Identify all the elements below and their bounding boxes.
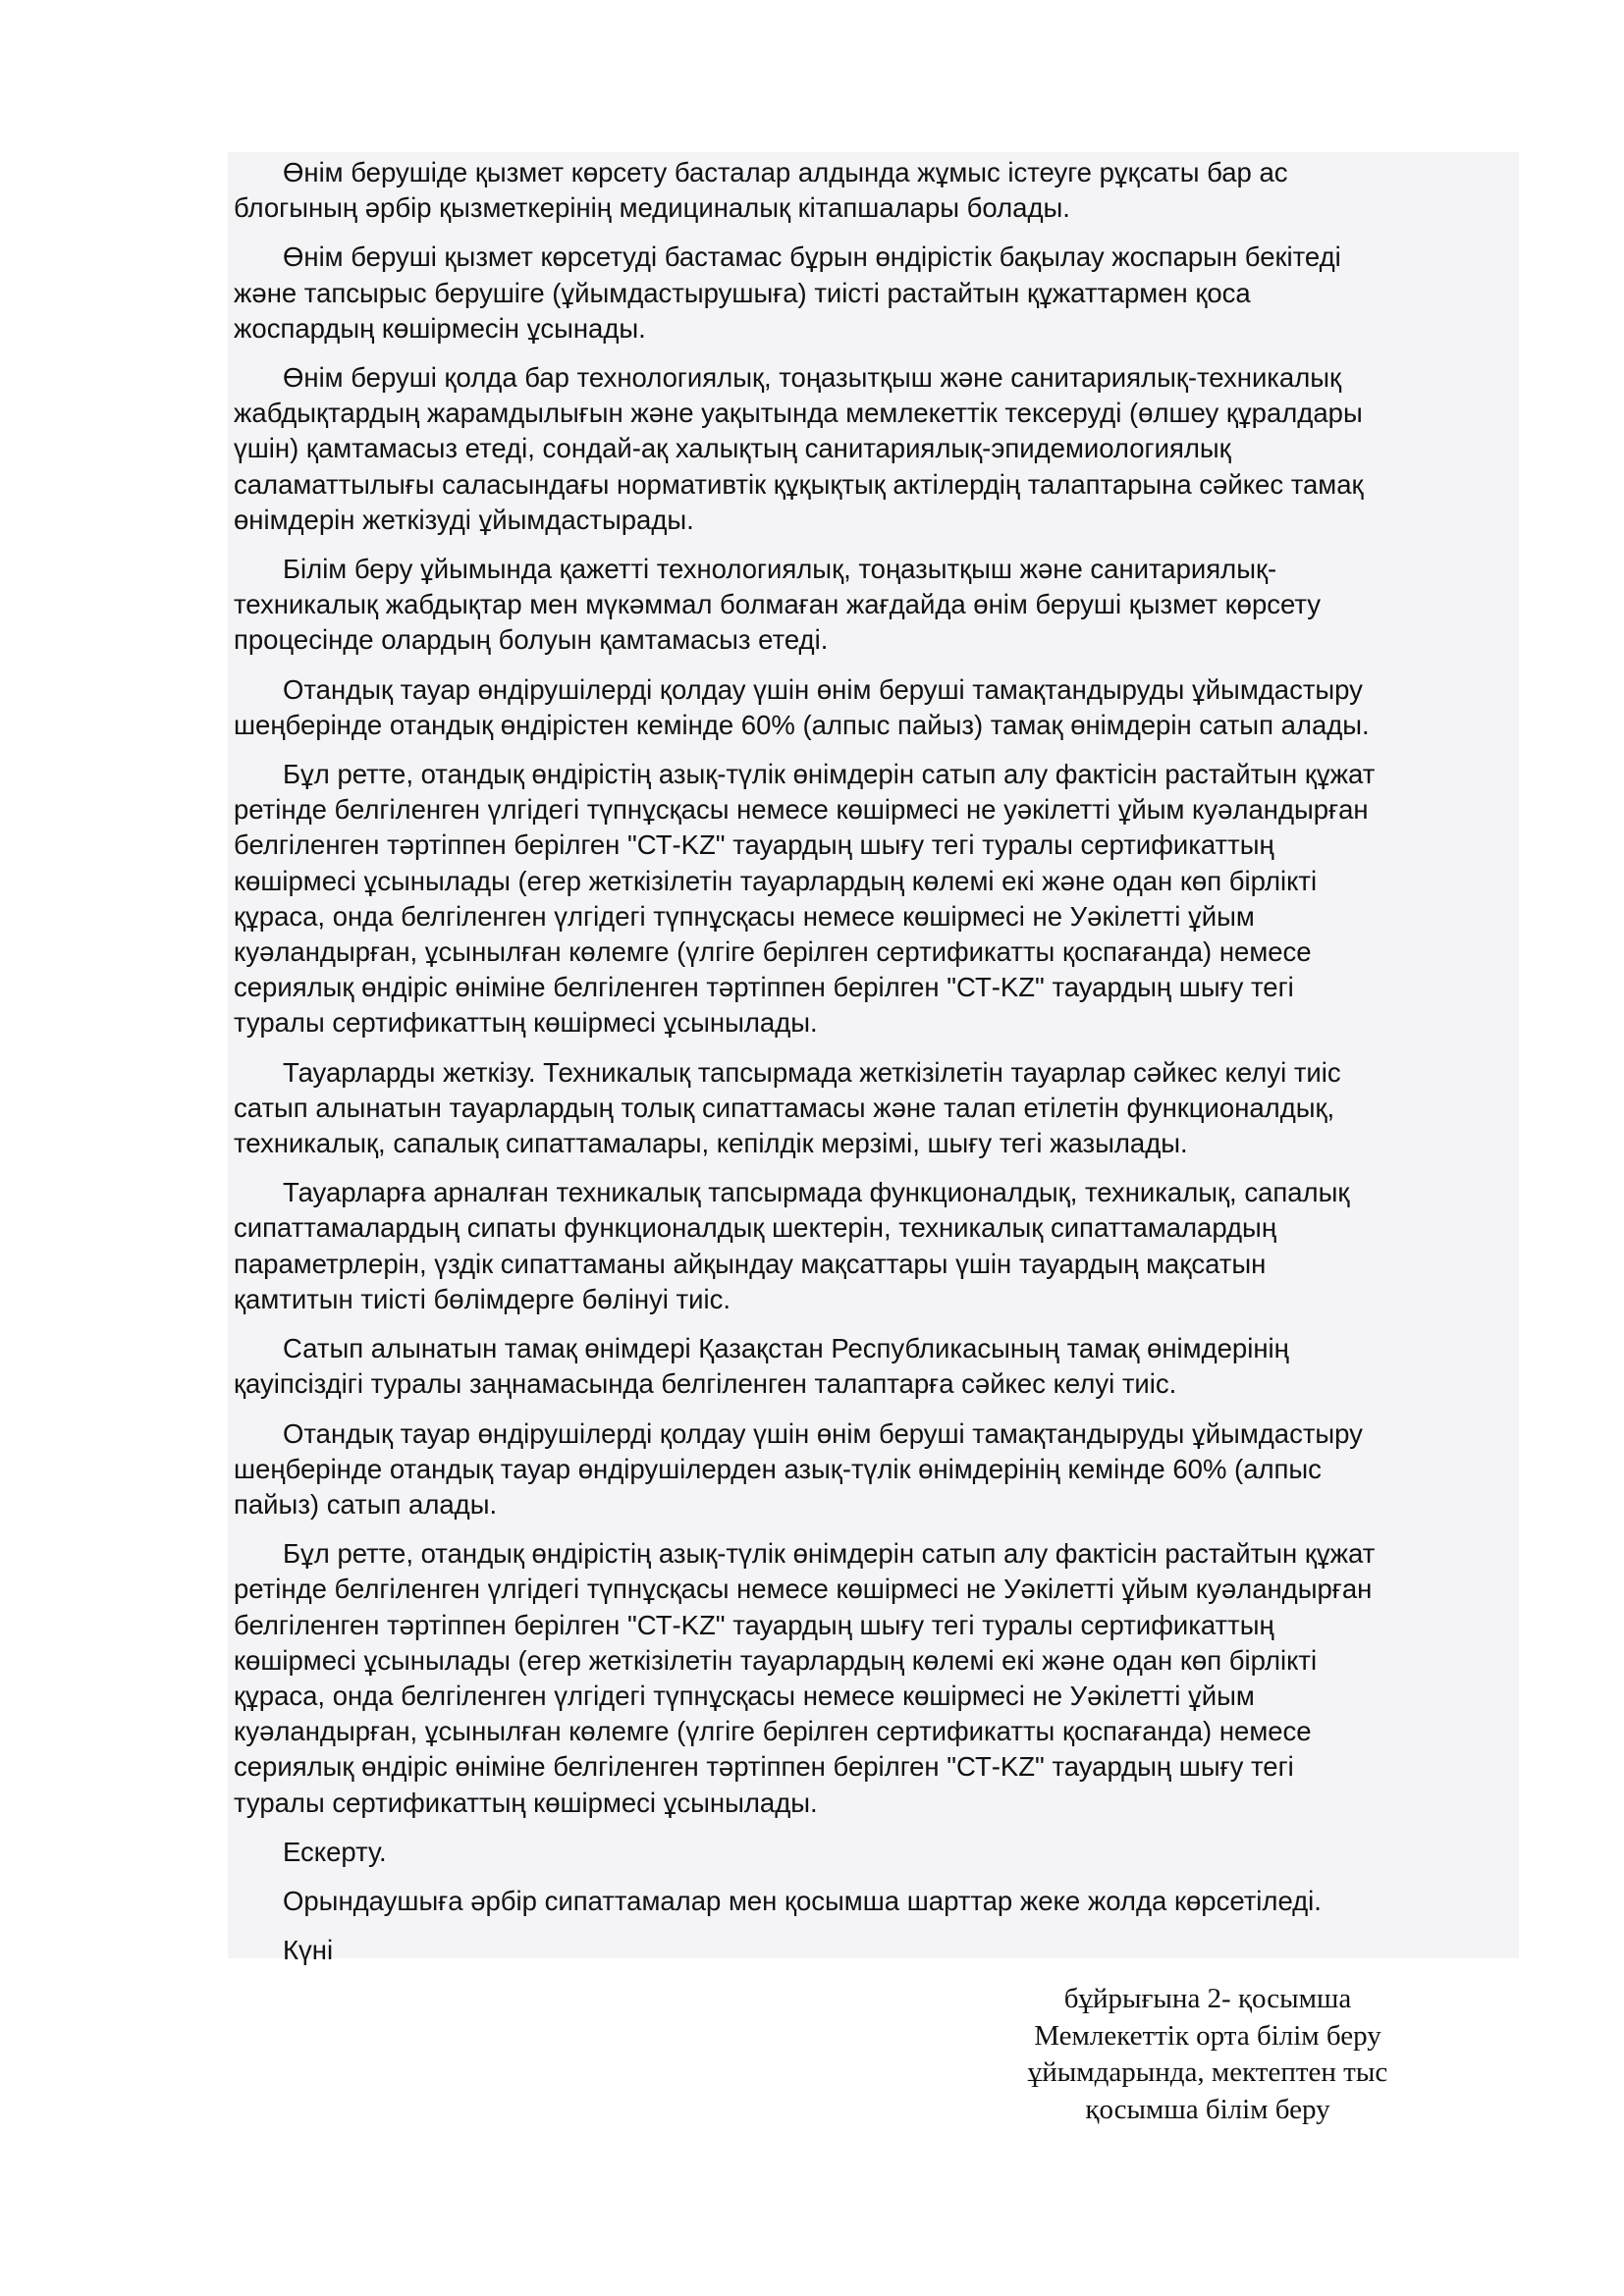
paragraph-goods-delivery: Тауарларды жеткізу. Техникалық тапсырмада жеткізілетін тауарлар сәйкес келуі тиіс сатып алынатын тауарлардың толық сипаттамасы және талап етілетін функционалдық, техникалық, сапалық сипаттамалары, кепілдік мерзімі, шығу тегі жазылады. (234, 1056, 1341, 1159)
technical-specification-text (228, 152, 1519, 1966)
appendix-note-line-1: бұйрығына 2- қосымша (1063, 1983, 1352, 2014)
paragraph-ct-kz-certificate: Бұл ретте, отандық өндірістің азық-түлік өнімдерін сатып алу фактісін растайтын құжат ретінде белгіленген үлгідегі түпнұсқасы немесе көшірмесі не уәкілетті ұйым куәландырған белгіленген тәртіппен берілген "СТ-KZ" тауардың шығу тегі туралы сертификаттың көшірмесі ұсынылады (егер жеткізілетін тауарлардың көлемі екі және одан көп бірлікті құраса, онда белгіленген үлгідегі түпнұсқасы немесе көшірмесі не Уәкілетті ұйым куәландырған, ұсынылған көлемге (үлгіге берілген сертификатты қоспағанда) немесе сериялық өндіріс өніміне белгіленген тәртіппен берілген "СТ-KZ" тауардың шығу тегі туралы сертификаттың көшірмесі ұсынылады. (234, 759, 1376, 1039)
paragraph-food-safety: Сатып алынатын тамақ өнімдері Қазақстан Республикасының тамақ өнімдерінің қауіпсіздігі туралы заңнамасында белгіленген талаптарға сәйкес келуі тиіс. (234, 1333, 1289, 1400)
appendix-note-line-2: Мемлекеттік орта білім беру (1034, 2019, 1381, 2052)
appendix-note-line-4: қосымша білім беру (1085, 2093, 1330, 2125)
paragraph-equipment-provision: Білім беру ұйымында қажетті технологиялық, тоңазытқыш және санитариялық- техникалық жабдықтар мен мүкәммал болмаған жағдайда өнім беруші қызмет көрсету процесінде олардың болуын қамтамасыз етеді. (234, 554, 1322, 656)
paragraph-equipment-serviceability: Өнім беруші қолда бар технологиялық, тоңазытқыш және санитариялық-техникалық жабдықтардың жарамдылығын және уақытында мемлекеттік тексеруді (өлшеу құралдары үшін) қамтамасыз етеді, сондай-ақ халықтың санитариялық-эпидемиологиялық саламаттылығы саласындағы нормативтік құқықтық актілердің талаптарына сәйкес тамақ өнімдерін жеткізуді ұйымдастырады. (234, 362, 1364, 535)
paragraph-domestic-producers-60: Отандық тауар өндірушілерді қолдау үшін өнім беруші тамақтандыруды ұйымдастыру шеңберінде отандық тауар өндірушілерден азық-түлік өнімдерінің кемінде 60% (алпыс пайыз) сатып алады. (234, 1417, 1363, 1520)
paragraph-executor-note: Орындаушыға әрбір сипаттамалар мен қосымша шарттар жеке жолда көрсетіледі. (283, 1885, 1322, 1916)
paragraph-note-heading: Ескерту. (283, 1836, 387, 1867)
paragraph-medical-books: Өнім берушіде қызмет көрсету басталар алдында жұмыс істеуге рұқсаты бар ас блогының әрбір қызметкерінің медициналық кітапшалары болады. (234, 157, 1288, 224)
paragraph-production-control-plan: Өнім беруші қызмет көрсетуді бастамас бұрын өндірістік бақылау жоспарын бекітеді және тапсырыс берушіге (ұйымдастырушыға) тиісті растайтын құжаттармен қоса жоспардың көшірмесін ұсынады. (234, 241, 1341, 344)
appendix-note-line-3: ұйымдарында, мектептен тыс (1027, 2056, 1388, 2088)
paragraph-ct-kz-certificate-repeat: Бұл ретте, отандық өндірістің азық-түлік өнімдерін сатып алу фактісін растайтын құжат ретінде белгіленген үлгідегі түпнұсқасы немесе көшірмесі не Уәкілетті ұйым куәландырған белгіленген тәртіппен берілген "СТ-KZ" тауардың шығу тегі туралы сертификаттың көшірмесі ұсынылады (егер жеткізілетін тауарлардың көлемі екі және одан көп бірлікті құраса, онда белгіленген үлгідегі түпнұсқасы немесе көшірмесі не Уәкілетті ұйым куәландырған, ұсынылған көлемге (үлгіге берілген сертификатты қоспағанда) немесе сериялық өндіріс өніміне белгіленген тәртіппен берілген "СТ-KZ" тауардың шығу тегі туралы сертификаттың көшірмесі ұсынылады. (234, 1538, 1376, 1818)
paragraph-technical-task-sections: Тауарларға арналған техникалық тапсырмада функционалдық, техникалық, сапалық сипаттамалардың сипаты функционалдық шектерін, техникалық сипаттамалардың параметрлерін, үздік сипаттаманы айқындау мақсаттары үшін тауардың мақсатын қамтитын тиісті бөлімдерге бөлінуі тиіс. (234, 1177, 1350, 1314)
appendix-note (1001, 1981, 1414, 2128)
paragraph-date-label: Күні (283, 1935, 334, 1966)
paragraph-domestic-production-60: Отандық тауар өндірушілерді қолдау үшін өнім беруші тамақтандыруды ұйымдастыру шеңберінде отандық өндірістен кемінде 60% (алпыс пайыз) тамақ өнімдерін сатып алады. (234, 673, 1370, 740)
